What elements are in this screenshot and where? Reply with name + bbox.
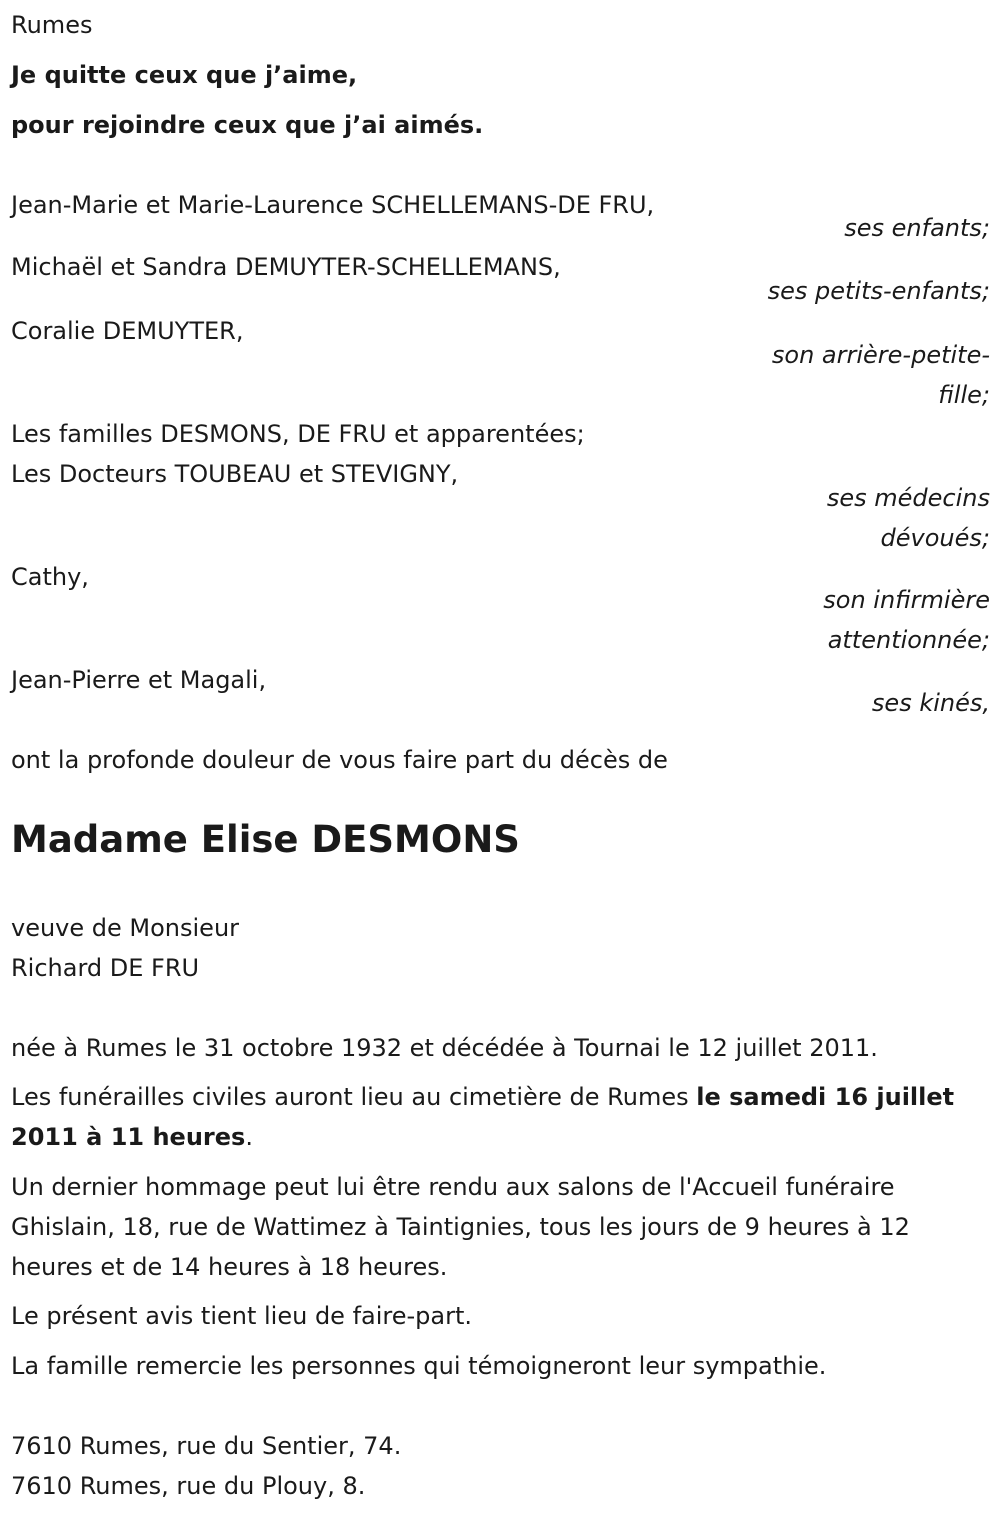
relation-doctors-1: ses médecins xyxy=(826,484,990,512)
relation-great-grandchild-1: son arrière-petite- xyxy=(771,341,990,369)
mourner-physios: Jean-Pierre et Magali, xyxy=(11,666,267,694)
widow-line-1: veuve de Monsieur xyxy=(11,914,240,942)
quote-line-2: pour rejoindre ceux que j’ai aimés. xyxy=(11,111,484,139)
relation-nurse-1: son infirmière xyxy=(823,586,990,614)
deceased-name: Madame Elise DESMONS xyxy=(11,818,520,861)
funeral-date: le samedi 16 juillet 2011 à 11 heures xyxy=(11,1083,955,1151)
widow-line-2: Richard DE FRU xyxy=(11,954,200,982)
relation-great-grandchild-2: fille; xyxy=(938,381,990,409)
mourner-families: Les familles DESMONS, DE FRU et apparentées; xyxy=(11,420,585,448)
funeral-paragraph xyxy=(11,1077,986,1157)
mourner-grandchildren: Michaël et Sandra DEMUYTER-SCHELLEMANS, xyxy=(11,253,561,281)
funeral-text: Les funérailles civiles auront lieu au cimetière de Rumes xyxy=(11,1083,697,1111)
relation-children: ses enfants; xyxy=(844,214,990,242)
tribute-paragraph: Un dernier hommage peut lui être rendu aux salons de l'Accueil funéraire Ghislain, 18, rue de Wattimez à Taintignies, tous les jours de 9 heures à 12 heures et de 14 heures à 18 heures. xyxy=(11,1173,910,1281)
announcement-text: ont la profonde douleur de vous faire part du décès de xyxy=(11,746,668,774)
address-1: 7610 Rumes, rue du Sentier, 74. xyxy=(11,1432,402,1460)
relation-physios: ses kinés, xyxy=(871,689,990,717)
thanks-text: La famille remercie les personnes qui témoigneront leur sympathie. xyxy=(11,1352,827,1380)
birth-death-text: née à Rumes le 31 octobre 1932 et décédée à Tournai le 12 juillet 2011. xyxy=(11,1034,878,1062)
quote-line-1: Je quitte ceux que j’aime, xyxy=(11,61,358,89)
mourner-nurse: Cathy, xyxy=(11,563,89,591)
address-2: 7610 Rumes, rue du Plouy, 8. xyxy=(11,1472,366,1500)
relation-nurse-2: attentionnée; xyxy=(827,626,990,654)
mourner-children: Jean-Marie et Marie-Laurence SCHELLEMANS-DE FRU, xyxy=(11,191,655,219)
funeral-end: . xyxy=(245,1123,253,1151)
relation-doctors-2: dévoués; xyxy=(880,524,990,552)
town-name: Rumes xyxy=(11,11,93,39)
mourner-doctors: Les Docteurs TOUBEAU et STEVIGNY, xyxy=(11,460,459,488)
notice-text: Le présent avis tient lieu de faire-part. xyxy=(11,1302,473,1330)
relation-grandchildren: ses petits-enfants; xyxy=(767,277,990,305)
mourner-great-grandchild: Coralie DEMUYTER, xyxy=(11,317,244,345)
